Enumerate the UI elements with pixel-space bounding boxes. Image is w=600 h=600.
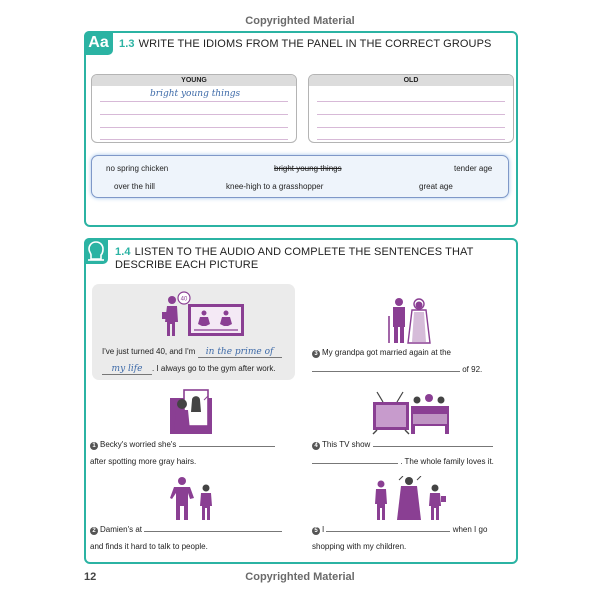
item-1-number: 1 [90, 442, 98, 450]
exercise-1-4-title [115, 246, 485, 272]
answer-line[interactable] [100, 139, 288, 140]
gym-picture [158, 290, 248, 340]
item-3-text-before: My grandpa got married again at the [322, 348, 451, 357]
exercise-1-3-number: 1.3 [119, 38, 135, 50]
item-5-answer-blank[interactable] [326, 523, 450, 532]
mirror-picture [166, 388, 216, 436]
example-card [92, 284, 295, 380]
copyright-watermark-top: Copyrighted Material [245, 15, 355, 27]
listening-head-icon [84, 238, 108, 264]
exercise-1-4-section [84, 238, 518, 564]
item-4-sentence [312, 436, 512, 470]
old-group-header: OLD [309, 75, 513, 86]
example-answer-line2: my life [102, 364, 152, 375]
item-4-answer-blank-2[interactable] [312, 455, 398, 464]
item-3-sentence [312, 344, 512, 378]
page-number: 12 [84, 571, 97, 583]
item-4-answer-blank[interactable] [373, 438, 493, 447]
item-5-number: 5 [312, 527, 320, 535]
answer-line[interactable] [317, 139, 505, 140]
parent-and-teen-picture [168, 476, 220, 522]
idiom-item: tender age [454, 164, 493, 173]
exercise-1-3-instruction: WRITE THE IDIOMS FROM THE PANEL IN THE CORRECT GROUPS [138, 38, 492, 50]
item-1-text-after: after spotting more gray hairs. [90, 457, 197, 466]
copyright-watermark-bottom: Copyrighted Material [245, 571, 355, 583]
item-2-text-before: Damien's at [100, 525, 142, 534]
age-40-bubble: 40 [180, 296, 188, 303]
idiom-panel [91, 155, 509, 198]
item-2-answer-blank[interactable] [144, 523, 282, 532]
item-2-sentence [90, 521, 300, 555]
example-text-before: I've just turned 40, and I'm [102, 347, 196, 356]
example-sentence [102, 343, 292, 377]
answer-line[interactable] [100, 114, 288, 115]
answer-line[interactable] [317, 101, 505, 102]
wedding-couple-picture [383, 296, 435, 346]
exercise-1-3-title [119, 38, 491, 51]
item-2-number: 2 [90, 527, 98, 535]
item-5-text-before: I [322, 525, 325, 534]
exercise-1-4-instruction: LISTEN TO THE AUDIO AND COMPLETE THE SENTENCES THAT DESCRIBE EACH PICTURE [115, 246, 474, 271]
item-5-text-after: when I go shopping with my children. [312, 525, 488, 551]
item-5-sentence [312, 521, 516, 555]
young-group-box [91, 74, 297, 143]
young-group-header: YOUNG [92, 75, 296, 86]
old-group-box [308, 74, 514, 143]
item-3-answer-blank[interactable] [312, 363, 460, 372]
answer-line[interactable] [317, 127, 505, 128]
idiom-item-crossed-out: bright young things [274, 164, 342, 173]
idiom-item: over the hill [114, 182, 155, 191]
item-2-text-after: and finds it hard to talk to people. [90, 542, 208, 551]
example-text-after: . I always go to the gym after work. [152, 364, 276, 373]
item-1-answer-blank[interactable] [179, 438, 275, 447]
answer-line[interactable] [317, 114, 505, 115]
vocabulary-badge: Aa [84, 31, 113, 55]
idiom-item: no spring chicken [106, 164, 169, 173]
item-1-text-before: Becky's worried she's [100, 440, 177, 449]
item-4-number: 4 [312, 442, 320, 450]
item-1-sentence [90, 436, 300, 470]
exercise-1-4-number: 1.4 [115, 246, 131, 258]
item-3-text-after: of 92. [462, 365, 483, 374]
answer-line[interactable] [100, 101, 288, 102]
listening-badge [84, 238, 108, 264]
shopping-family-picture [371, 476, 447, 522]
exercise-1-3-section [84, 31, 518, 227]
answer-line[interactable] [100, 127, 288, 128]
item-3-number: 3 [312, 350, 320, 358]
idiom-item: knee-high to a grasshopper [226, 182, 324, 191]
idiom-item: great age [419, 182, 453, 191]
family-watching-tv-picture [371, 388, 451, 436]
young-answer-text: bright young things [150, 89, 241, 99]
example-answer-line1: in the prime of [198, 347, 282, 358]
item-4-text-before: This TV show [322, 440, 371, 449]
item-4-text-after: . The whole family loves it. [400, 457, 494, 466]
